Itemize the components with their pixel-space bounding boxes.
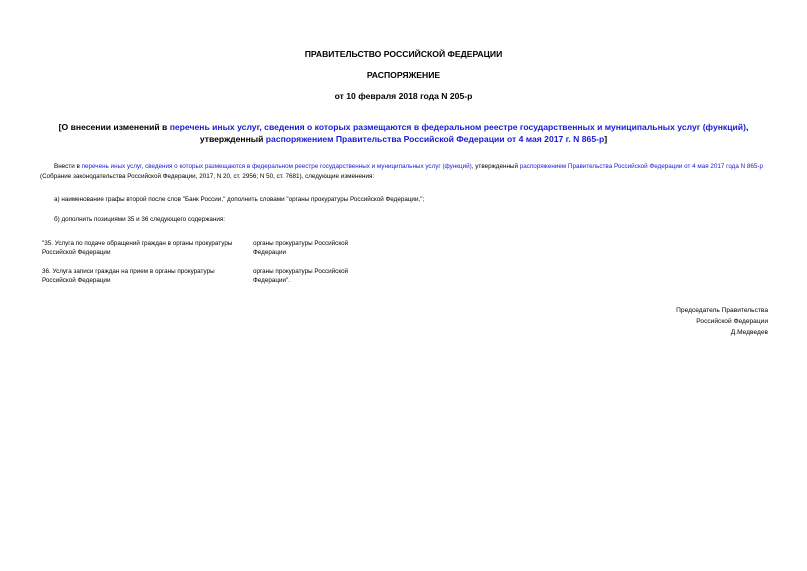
table-row-35-col1 bbox=[42, 239, 242, 257]
table-cell-text: органы прокуратуры Российской bbox=[253, 268, 349, 275]
intro-text-1: Внести в bbox=[54, 163, 82, 170]
signature-position: Председатель Правительства bbox=[676, 307, 768, 314]
table-cell-text: Федерации". bbox=[253, 277, 290, 284]
table-row-36-col1 bbox=[42, 267, 242, 285]
item-b: б) дополнить позициями 35 и 36 следующего содержания: bbox=[54, 216, 226, 223]
document-date-number: от 10 февраля 2018 года N 205-р bbox=[334, 91, 473, 101]
government-title: ПРАВИТЕЛЬСТВО РОССИЙСКОЙ ФЕДЕРАЦИИ bbox=[304, 49, 503, 59]
table-cell-text: Федерации bbox=[253, 249, 286, 256]
table-cell-text: Российской Федерации bbox=[42, 277, 111, 284]
document-type: РАСПОРЯЖЕНИЕ bbox=[366, 70, 441, 80]
item-a: а) наименование графы второй после слов "Банк России," дополнить словами "органы прокуратуры Российской Федерации,"; bbox=[54, 196, 425, 203]
intro-link-services-list[interactable]: перечень иных услуг, сведения о которых размещаются в федеральном реестре государственных и муниципальных услуг (функций) bbox=[81, 163, 472, 170]
heading-text-1: [О внесении изменений в bbox=[58, 122, 170, 132]
table-cell-text: органы прокуратуры Российской bbox=[253, 240, 349, 247]
intro-link-order-865[interactable]: распоряжением Правительства Российской Федерации от 4 мая 2017 года N 865-р bbox=[519, 163, 764, 170]
intro-paragraph bbox=[40, 162, 775, 182]
heading-text-3: ] bbox=[604, 134, 608, 144]
table-cell-text: "35. Услуга по подаче обращений граждан в органы прокуратуры bbox=[42, 240, 233, 247]
heading-text-2: , утвержденный bbox=[199, 122, 749, 144]
table-row-36-col2 bbox=[253, 267, 403, 285]
document-heading bbox=[30, 121, 777, 145]
table-row-35-col2 bbox=[253, 239, 403, 257]
signature-name: Д.Медведев bbox=[730, 329, 768, 336]
intro-text-3: (Собрание законодательства Российской Федерации, 2017, N 20, ст. 2956; N 50, ст. 7681), следующие изменения: bbox=[40, 173, 375, 180]
signature-organization: Российской Федерации bbox=[696, 318, 768, 325]
heading-link-order-865[interactable]: распоряжением Правительства Российской Федерации от 4 мая 2017 г. N 865-р bbox=[265, 134, 605, 144]
table-cell-text: 36. Услуга записи граждан на прием в органы прокуратуры bbox=[42, 268, 215, 275]
table-cell-text: Российской Федерации bbox=[42, 249, 111, 256]
signature-block bbox=[676, 305, 768, 338]
heading-link-services-list[interactable]: перечень иных услуг, сведения о которых размещаются в федеральном реестре государственных и муниципальных услуг (функций) bbox=[169, 122, 746, 132]
intro-text-2: , утвержденный bbox=[471, 163, 520, 170]
